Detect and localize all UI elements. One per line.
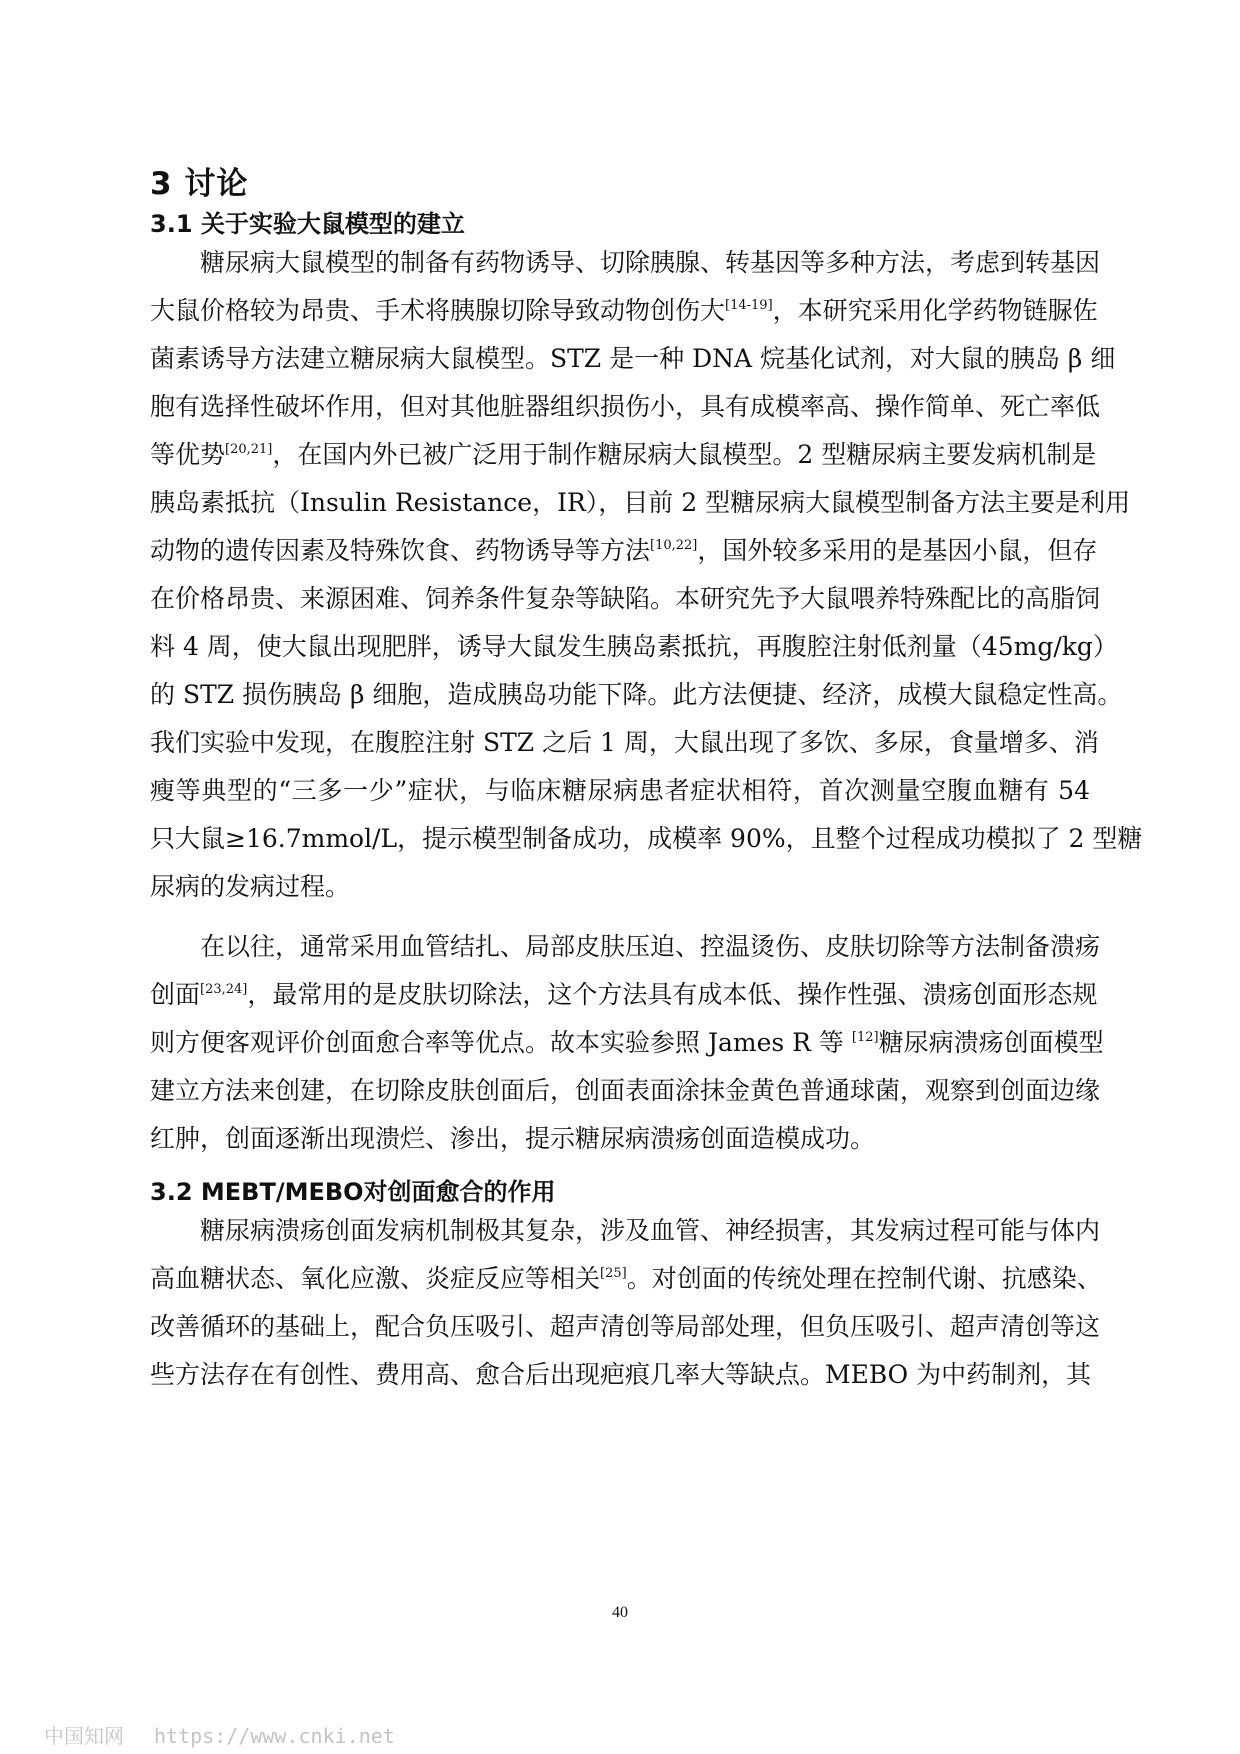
body-line: 改善循环的基础上，配合负压吸引、超声清创等局部处理，但负压吸引、超声清创等这 [150, 1312, 1101, 1341]
body-line: 高血糖状态、氧化应激、炎症反应等相关[25]。对创面的传统处理在控制代谢、抗感染、 [150, 1264, 1102, 1293]
citation: [12] [851, 1030, 879, 1045]
citation: [25] [600, 1266, 627, 1281]
body-line: 菌素诱导方法建立糖尿病大鼠模型。STZ 是一种 DNA 烷基化试剂，对大鼠的胰岛 β 细 [150, 344, 1116, 373]
body-line: 则方便客观评价创面愈合率等优点。故本实验参照 James R 等 [12]糖尿病溃疡创面模型 [150, 1028, 1104, 1057]
citation: [10,22] [650, 538, 698, 553]
watermark [44, 1720, 395, 1749]
body-line: 尿病的发病过程。 [150, 872, 351, 901]
body-line: 胰岛素抵抗（Insulin Resistance，IR），目前 2 型糖尿病大鼠模型制备方法主要是利用 [150, 488, 1131, 517]
page-number: 40 [612, 1604, 628, 1621]
body-line: 动物的遗传因素及特殊饮食、药物诱导等方法[10,22]，国外较多采用的是基因小鼠，但存 [150, 536, 1098, 565]
section-title-3-2: 3.2 MEBT/MEBO对创面愈合的作用 [150, 1178, 556, 1206]
section-title-3-1: 3.1 关于实验大鼠模型的建立 [150, 210, 465, 238]
body-line: 只大鼠≥16.7mmol/L，提示模型制备成功，成模率 90%，且整个过程成功模拟了 2 型糖 [150, 824, 1143, 853]
citation: [14-19] [725, 298, 773, 313]
body-line: 糖尿病大鼠模型的制备有药物诱导、切除胰腺、转基因等多种方法，考虑到转基因 [200, 248, 1101, 277]
watermark-name: 中国知网 [44, 1724, 124, 1748]
body-line: 红肿，创面逐渐出现溃烂、渗出，提示糖尿病溃疡创面造模成功。 [150, 1124, 876, 1153]
body-line: 建立方法来创建，在切除皮肤创面后，创面表面涂抹金黄色普通球菌，观察到创面边缘 [150, 1076, 1101, 1105]
body-line: 在价格昂贵、来源困难、饲养条件复杂等缺陷。本研究先予大鼠喂养特殊配比的高脂饲 [150, 584, 1101, 613]
body-line: 在以往，通常采用血管结扎、局部皮肤压迫、控温烫伤、皮肤切除等方法制备溃疡 [200, 932, 1101, 961]
body-line: 大鼠价格较为昂贵、手术将胰腺切除导致动物创伤大[14-19]，本研究采用化学药物链脲佐 [150, 296, 1098, 325]
body-line: 的 STZ 损伤胰岛 β 细胞，造成胰岛功能下降。此方法便捷、经济，成模大鼠稳定性高。 [150, 680, 1123, 709]
body-line: 等优势[20,21]，在国内外已被广泛用于制作糖尿病大鼠模型。2 型糖尿病主要发病机制是 [150, 440, 1097, 469]
body-line: 些方法存在有创性、费用高、愈合后出现疤痕几率大等缺点。MEBO 为中药制剂，其 [150, 1360, 1092, 1389]
body-line: 我们实验中发现，在腹腔注射 STZ 之后 1 周，大鼠出现了多饮、多尿，食量增多、消 [150, 728, 1099, 757]
body-line: 糖尿病溃疡创面发病机制极其复杂，涉及血管、神经损害，其发病过程可能与体内 [200, 1216, 1101, 1245]
watermark-url: https://www.cnki.net [154, 1724, 395, 1748]
body-line: 创面[23,24]，最常用的是皮肤切除法，这个方法具有成本低、操作性强、溃疡创面形态规 [150, 980, 1098, 1009]
body-line: 胞有选择性破坏作用，但对其他脏器组织损伤小，具有成模率高、操作简单、死亡率低 [150, 392, 1101, 421]
citation: [20,21] [225, 442, 273, 457]
chapter-title: 3 讨论 [150, 166, 249, 202]
body-line: 料 4 周，使大鼠出现肥胖，诱导大鼠发生胰岛素抵抗，再腹腔注射低剂量（45mg/kg） [150, 632, 1118, 661]
citation: [23,24] [200, 982, 248, 997]
body-line: 瘦等典型的“三多一少”症状，与临床糖尿病患者症状相符，首次测量空腹血糖有 54 [150, 776, 1090, 805]
